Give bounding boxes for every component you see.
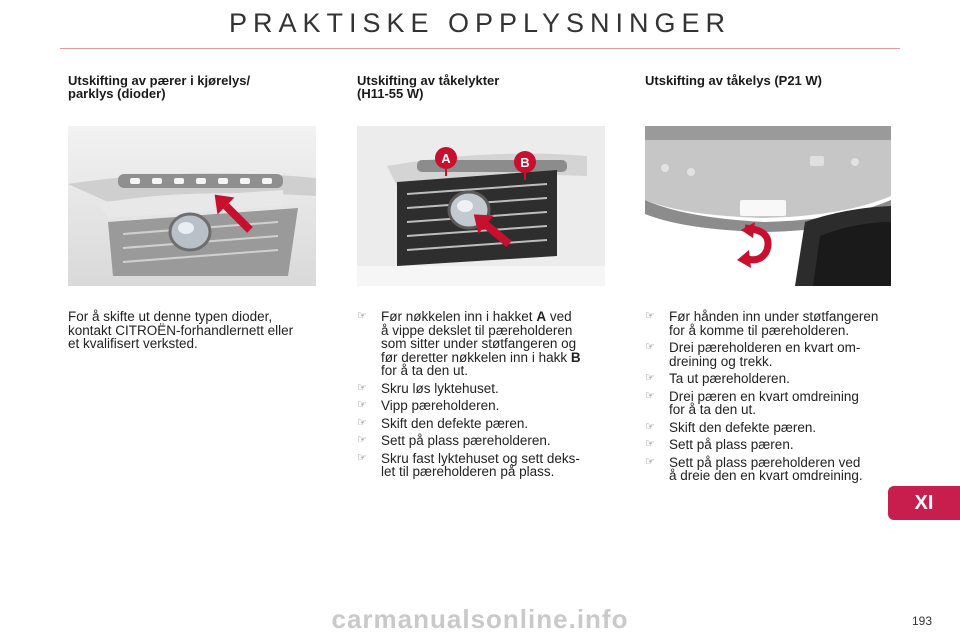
watermark: carmanualsonline.info: [331, 604, 629, 634]
notch-label: A: [536, 309, 547, 324]
step-text: Sett på plass pæreholderen.: [381, 433, 551, 448]
list-item: [645, 456, 895, 483]
label-a: A: [441, 151, 451, 166]
fog-lamp-photo: [357, 126, 605, 286]
column-rear-fog-lamp: [645, 74, 895, 87]
pointing-hand-icon: ☞: [645, 341, 655, 353]
step-text: Skift den defekte pæren.: [669, 419, 817, 435]
step-text: å dreie den en kvart omdreining.: [669, 468, 863, 483]
label-b: B: [520, 155, 530, 170]
drl-instructions: [68, 310, 316, 351]
heading-line-1: Utskifting av tåkelykter: [357, 73, 500, 88]
list-item: [645, 310, 895, 337]
text-line: kontakt CITROËN-forhandlernett eller: [68, 322, 294, 338]
rear-fog-lamp-steps: [645, 310, 895, 487]
step-text: Før hånden inn under støtfangeren: [669, 309, 879, 324]
pointing-hand-icon: ☞: [645, 455, 655, 468]
pointing-hand-icon: ☞: [645, 438, 655, 450]
pointing-hand-icon: ☞: [357, 310, 367, 322]
heading-line-1: Utskifting av pærer i kjørelys/: [68, 73, 251, 88]
page-number: 193: [911, 614, 932, 628]
pointing-hand-icon: ☞: [645, 372, 655, 384]
step-text: Før nøkkelen inn i hakket: [381, 309, 537, 324]
list-item: [357, 382, 605, 396]
title-divider: [60, 48, 900, 49]
section-heading: Utskifting av tåkelys (P21 W): [645, 73, 822, 88]
step-text: som sitter under støtfangeren og: [381, 336, 577, 351]
step-text: Vipp pæreholderen.: [381, 398, 500, 413]
step-text: å vippe dekslet til pæreholderen: [381, 322, 573, 338]
list-item: [645, 372, 895, 386]
notch-label: B: [570, 349, 581, 365]
step-text: for å ta den ut.: [669, 402, 757, 417]
pointing-hand-icon: ☞: [645, 310, 655, 322]
pointing-hand-icon: ☞: [357, 434, 367, 446]
pointing-hand-icon: ☞: [357, 451, 367, 464]
pointing-hand-icon: ☞: [357, 399, 367, 411]
step-text: Drei pæren en kvart omdreining: [669, 388, 859, 404]
list-item: [357, 310, 605, 378]
list-item: [645, 390, 895, 417]
list-item: [357, 452, 605, 479]
fog-lamp-steps: [357, 310, 605, 483]
pointing-hand-icon: ☞: [645, 389, 655, 402]
rear-fog-lamp-photo: [645, 126, 891, 286]
chapter-tab[interactable]: XI: [888, 486, 960, 520]
heading-line-2: (H11-55 W): [357, 86, 424, 101]
step-text: Ta ut pæreholderen.: [669, 371, 790, 386]
step-text: Drei pæreholderen en kvart om-: [669, 340, 861, 355]
step-text: for å ta den ut.: [381, 363, 469, 378]
step-text: Sett på plass pæren.: [669, 437, 794, 452]
section-heading: [357, 74, 605, 100]
pointing-hand-icon: ☞: [357, 416, 367, 429]
list-item: [357, 399, 605, 413]
column-fog-lamps-front: [357, 74, 605, 100]
step-text: Sett på plass pæreholderen ved: [669, 454, 861, 470]
step-text: ved: [546, 309, 572, 324]
step-text: Skift den defekte pæren.: [381, 415, 529, 431]
list-item: [357, 434, 605, 448]
section-heading: [68, 74, 316, 100]
pointing-hand-icon: ☞: [357, 381, 367, 394]
step-text: Skru fast lyktehuset og sett deks-: [381, 450, 580, 466]
step-text: Skru løs lyktehuset.: [381, 380, 499, 396]
step-text: for å komme til pæreholderen.: [669, 322, 850, 338]
list-item: [645, 421, 895, 435]
column-drl-bulbs: [68, 74, 316, 100]
pointing-hand-icon: ☞: [645, 420, 655, 433]
step-text: før deretter nøkkelen inn i hakk: [381, 349, 571, 365]
page-title: PRAKTISKE OPPLYSNINGER: [228, 8, 732, 38]
step-text: let til pæreholderen på plass.: [381, 464, 555, 479]
text-line: For å skifte ut denne typen dioder,: [68, 309, 273, 324]
step-text: dreining og trekk.: [669, 353, 773, 369]
list-item: [357, 417, 605, 431]
list-item: [645, 438, 895, 452]
drl-photo: [68, 126, 316, 286]
text-line: et kvalifisert verksted.: [68, 336, 198, 351]
heading-line-2: parklys (dioder): [68, 86, 166, 101]
list-item: [645, 341, 895, 368]
